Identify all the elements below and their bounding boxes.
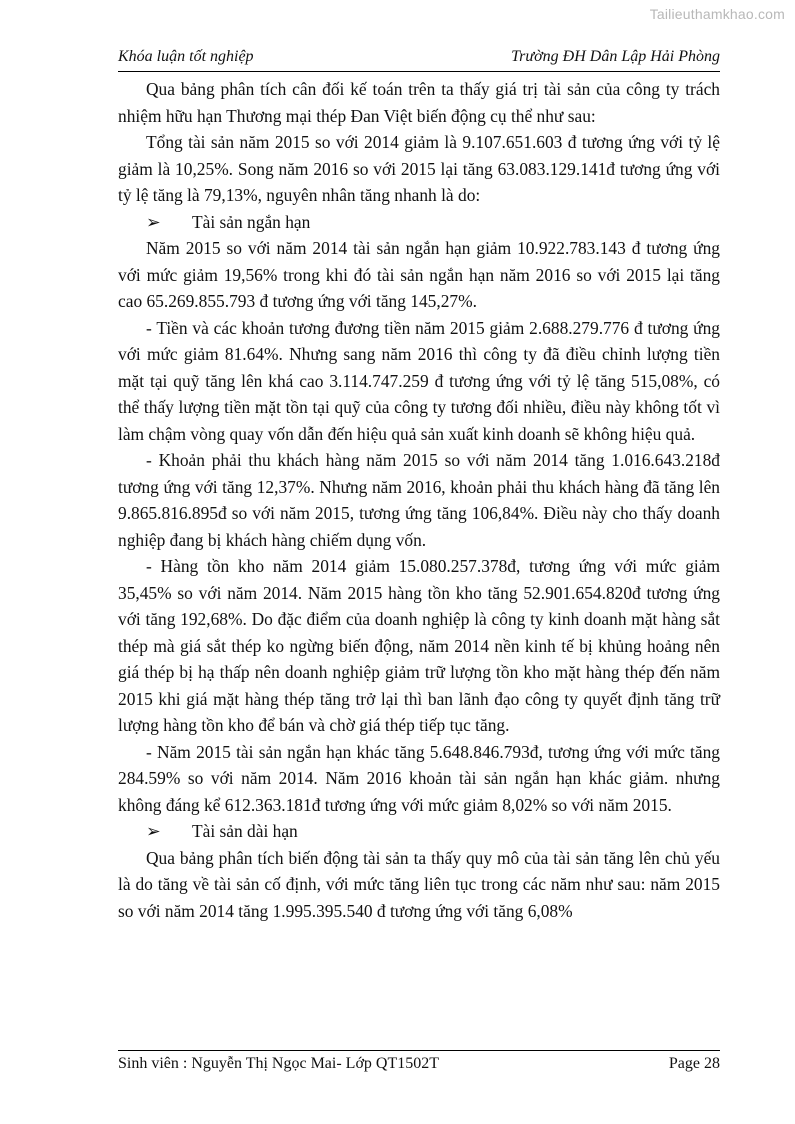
arrow-bullet-icon: ➢: [146, 211, 161, 232]
paragraph: - Khoản phải thu khách hàng năm 2015 so với năm 2014 tăng 1.016.643.218đ tương ứng với tăng 12,37%. Nhưng năm 2016, khoản phải thu khách hàng đã tăng lên 9.865.816.895đ so với năm 2015, tương ứng tăng 106,84%. Điều này cho thấy doanh nghiệp đang bị khách hàng chiếm dụng vốn.: [118, 450, 720, 550]
paragraph: Tổng tài sản năm 2015 so với 2014 giảm là 9.107.651.603 đ tương ứng với tỷ lệ giảm là 10,25%. Song năm 2016 so với 2015 lại tăng 63.083.129.141đ tương ứng với tỷ lệ tăng là 79,13%, nguyên nhân tăng nhanh là do:: [118, 132, 720, 205]
watermark: Tailieuthamkhao.com: [649, 6, 785, 22]
footer-left: Sinh viên : Nguyễn Thị Ngọc Mai- Lớp QT1502T: [118, 1055, 440, 1072]
section-heading-short-term-assets: [118, 209, 720, 236]
page-header: [118, 48, 720, 66]
footer-divider: [118, 1050, 720, 1051]
section-heading-label: Tài sản dài hạn: [192, 821, 298, 841]
header-right: Trường ĐH Dân Lập Hải Phòng: [511, 48, 720, 65]
section-heading-label: Tài sản ngắn hạn: [192, 211, 311, 232]
header-left: Khóa luận tốt nghiệp: [118, 48, 254, 65]
arrow-bullet-icon: ➢: [146, 821, 161, 841]
paragraph: - Tiền và các khoản tương đương tiền năm 2015 giảm 2.688.279.776 đ tương ứng với mức giảm 81.64%. Nhưng sang năm 2016 thì công ty đã điều chỉnh lượng tiền mặt tại quỹ tăng lên khá cao 3.114.747.259 đ tương ứng với tỷ lệ tăng 515,08%, có thể thấy lượng tiền mặt tồn tại quỹ của công ty tương đối nhiều, điều này không tốt vì làm chậm vòng quay vốn dẫn đến hiệu quả sản xuất kinh doanh sẽ không hiệu quả.: [118, 317, 720, 444]
header-divider: [118, 71, 720, 72]
paragraph: Qua bảng phân tích cân đối kế toán trên ta thấy giá trị tài sản của công ty trách nhiệm hữu hạn Thương mại thép Đan Việt biến động cụ thể như sau:: [118, 79, 720, 126]
section-heading-long-term-assets: [118, 818, 720, 845]
paragraph: Năm 2015 so với năm 2014 tài sản ngắn hạn giảm 10.922.783.143 đ tương ứng với mức giảm 19,56% trong khi đó tài sản ngắn hạn năm 2016 so với 2015 lại tăng cao 65.269.855.793 đ tương ứng với tăng 145,27%.: [118, 238, 720, 311]
paragraph: Qua bảng phân tích biến động tài sản ta thấy quy mô của tài sản tăng lên chủ yếu là do tăng về tài sản cố định, với mức tăng liên tục trong các năm như sau: năm 2015 so với năm 2014 tăng 1.995.395.540 đ tương ứng với tăng 6,08%: [118, 847, 720, 921]
paragraph: - Hàng tồn kho năm 2014 giảm 15.080.257.378đ, tương ứng với mức giảm 35,45% so với năm 2014. Năm 2015 hàng tồn kho tăng 52.901.654.820đ tương ứng với tăng 192,68%. Do đặc điểm của doanh nghiệp là công ty kinh doanh mặt hàng sắt thép mà giá sắt thép ko ngừng biến động, năm 2014 nền kinh tế bị khủng hoảng nên giá thép bị hạ thấp nên doanh nghiệp giảm trữ lượng tồn kho mặt hàng thép đến năm 2015 khi giá mặt hàng thép tăng trở lại thì ban lãnh đạo công ty quyết định tăng trữ lượng hàng tồn kho để bán và chờ giá thép tiếp tục tăng.: [118, 556, 720, 735]
body-text: [118, 76, 720, 924]
paragraph: - Năm 2015 tài sản ngắn hạn khác tăng 5.648.846.793đ, tương ứng với mức tăng 284.59% so với năm 2014. Năm 2016 khoản tài sản ngắn hạn khác giảm. nhưng không đáng kể 612.363.181đ tương ứng với mức giảm 8,02% so với năm 2015.: [118, 741, 720, 815]
page-number: Page 28: [668, 1055, 720, 1072]
page-footer: [118, 1055, 720, 1073]
